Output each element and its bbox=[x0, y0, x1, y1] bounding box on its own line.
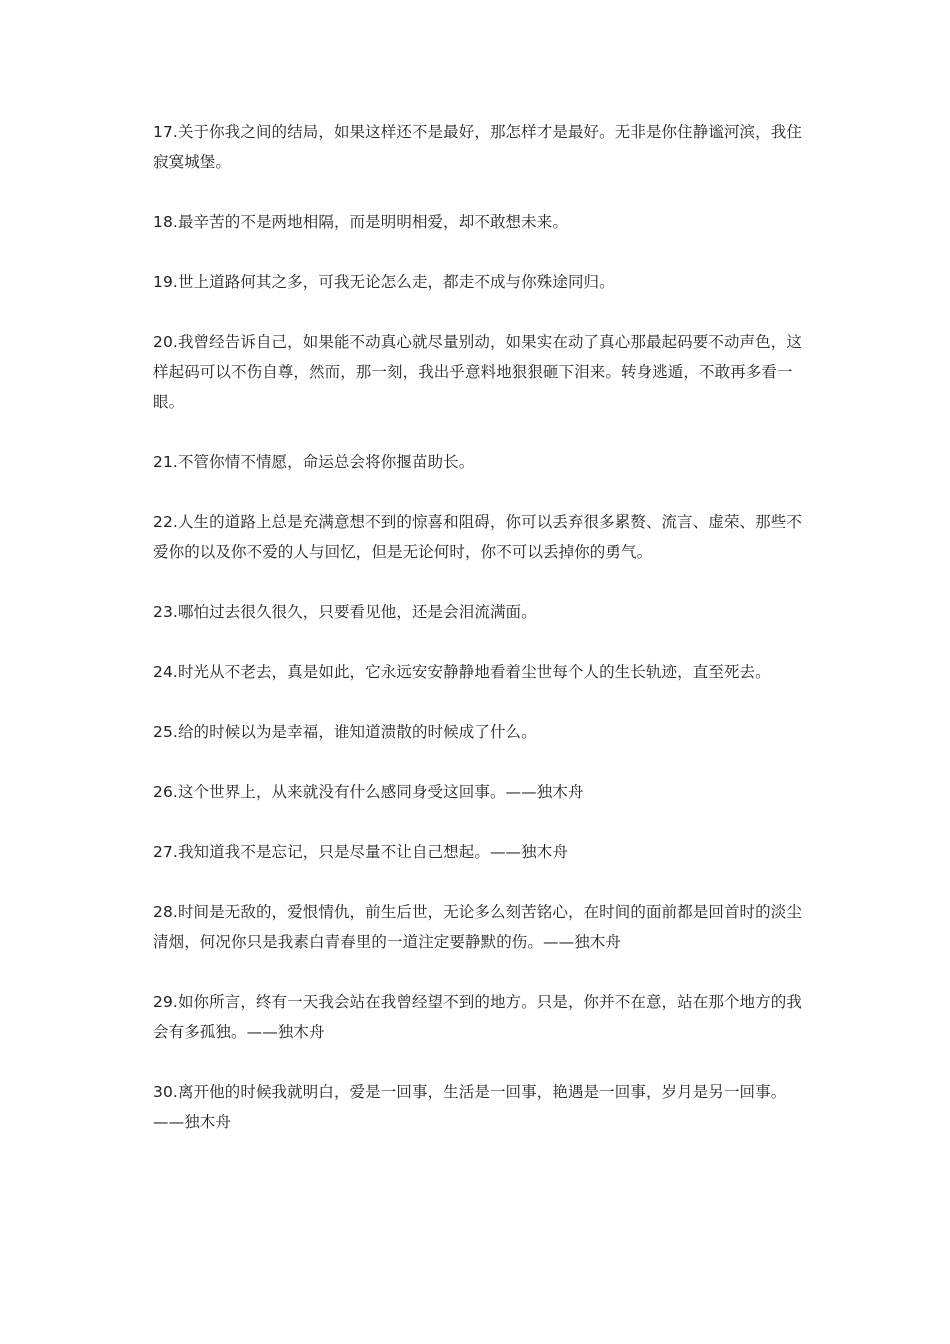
quote-18: 18.最辛苦的不是两地相隔，而是明明相爱，却不敢想未来。 bbox=[153, 213, 568, 231]
quote-24: 24.时光从不老去，真是如此，它永远安安静静地看着尘世每个人的生长轨迹，直至死去。 bbox=[153, 663, 771, 681]
quote-26: 26.这个世界上，从来就没有什么感同身受这回事。——独木舟 bbox=[153, 783, 584, 801]
quote-21: 21.不管你情不情愿，命运总会将你揠苗助长。 bbox=[153, 453, 475, 471]
quote-27: 27.我知道我不是忘记，只是尽量不让自己想起。——独木舟 bbox=[153, 843, 568, 861]
quote-25: 25.给的时候以为是幸福，谁知道溃散的时候成了什么。 bbox=[153, 723, 537, 741]
quote-17: 17.关于你我之间的结局，如果这样还不是最好，那怎样才是最好。无非是你住静谧河滨，我住寂寞城堡。 bbox=[153, 123, 802, 171]
quote-list bbox=[153, 117, 813, 1167]
quote-28: 28.时间是无敌的，爱恨情仇，前生后世，无论多么刻苦铭心，在时间的面前都是回首时的淡尘清烟，何况你只是我素白青春里的一道注定要静默的伤。——独木舟 bbox=[153, 903, 802, 951]
quote-22: 22.人生的道路上总是充满意想不到的惊喜和阻碍，你可以丢弃很多累赘、流言、虚荣、那些不爱你的以及你不爱的人与回忆，但是无论何时，你不可以丢掉你的勇气。 bbox=[153, 513, 802, 561]
quote-29: 29.如你所言，终有一天我会站在我曾经望不到的地方。只是，你并不在意，站在那个地方的我会有多孤独。——独木舟 bbox=[153, 993, 802, 1041]
quote-19: 19.世上道路何其之多，可我无论怎么走，都走不成与你殊途同归。 bbox=[153, 273, 615, 291]
quote-30: 30.离开他的时候我就明白，爱是一回事，生活是一回事，艳遇是一回事，岁月是另一回事。——独木舟 bbox=[153, 1083, 787, 1131]
quote-20: 20.我曾经告诉自己，如果能不动真心就尽量别动，如果实在动了真心那最起码要不动声色，这样起码可以不伤自尊，然而，那一刻，我出乎意料地狠狠砸下泪来。转身逃遁，不敢再多看一眼。 bbox=[153, 333, 802, 411]
quote-23: 23.哪怕过去很久很久，只要看见他，还是会泪流满面。 bbox=[153, 603, 537, 621]
